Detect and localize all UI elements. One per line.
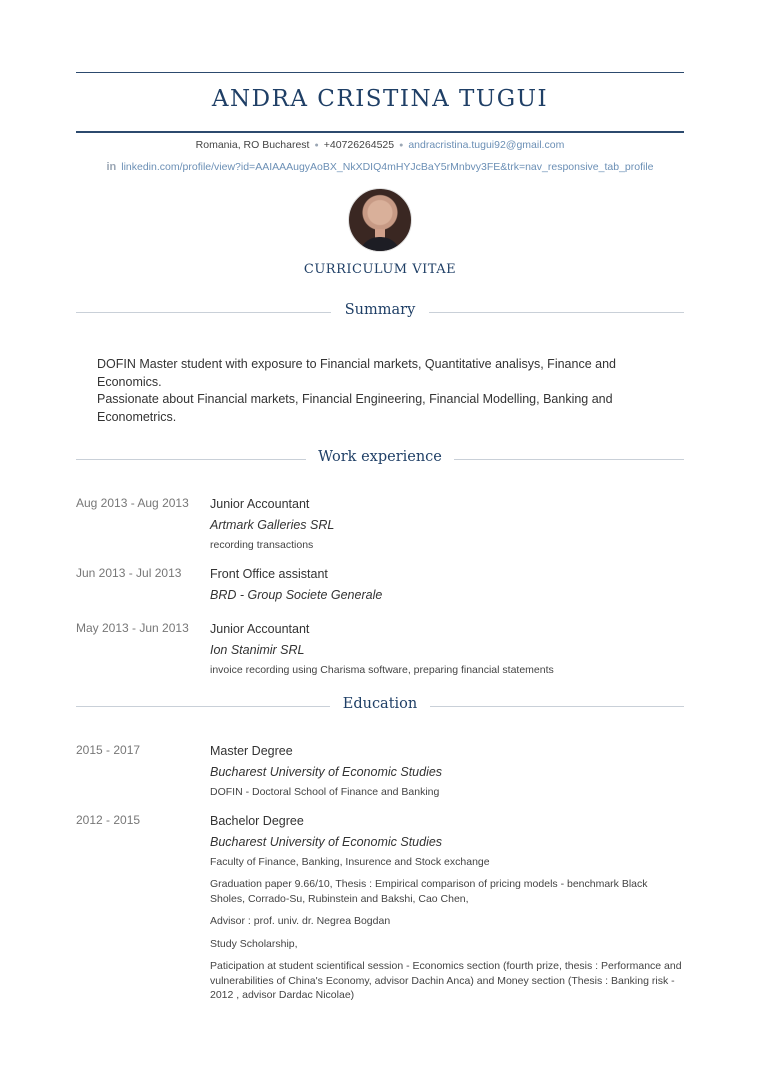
education-description: Faculty of Finance, Banking, Insurence and Stock exchange <box>210 856 490 868</box>
work-heading <box>76 449 684 469</box>
education-description: DOFIN - Doctoral School of Finance and Banking <box>210 786 440 798</box>
separator-dot-icon: ● <box>399 141 404 149</box>
work-date: Aug 2013 - Aug 2013 <box>76 496 189 510</box>
location: Romania, RO Bucharest <box>195 139 310 151</box>
summary-title: Summary <box>344 302 416 318</box>
avatar <box>348 188 412 252</box>
education-date: 2015 - 2017 <box>76 743 141 757</box>
cv-title: CURRICULUM VITAE <box>303 262 457 277</box>
education-detail: Advisor : prof. univ. dr. Negrea Bogdan <box>210 915 391 927</box>
summary-text <box>97 356 637 426</box>
education-detail: Study Scholarship, <box>210 937 298 950</box>
separator-dot-icon: ● <box>314 141 319 149</box>
work-description: invoice recording using Charisma software, preparing financial statements <box>210 664 554 676</box>
education-detail: Graduation paper 9.66/10, Thesis : Empirical comparison of pricing models - benchmark Black Sholes, Corrado-Su, Rubinstein and Bakshi, Cao Chen, <box>210 878 648 905</box>
work-company: Ion Stanimir SRL <box>210 643 305 657</box>
education-school: Bucharest University of Economic Studies <box>210 835 443 849</box>
education-title: Education <box>342 696 418 712</box>
education-school: Bucharest University of Economic Studies <box>210 765 443 779</box>
contact-line <box>60 139 700 151</box>
linkedin-line <box>40 161 720 173</box>
work-role: Junior Accountant <box>210 497 310 511</box>
work-role: Junior Accountant <box>210 622 310 636</box>
work-company: Artmark Galleries SRL <box>210 518 335 532</box>
linkedin-icon: in <box>106 161 117 173</box>
work-description: recording transactions <box>210 539 314 551</box>
work-title: Work experience <box>318 449 442 465</box>
summary-line: DOFIN Master student with exposure to Financial markets, Quantitative analisys, Finance and Economics. <box>97 357 616 389</box>
education-degree: Bachelor Degree <box>210 814 304 828</box>
phone: +40726264525 <box>323 139 395 151</box>
education-heading <box>76 696 684 716</box>
education-degree: Master Degree <box>210 744 293 758</box>
candidate-name: ANDRA CRISTINA TUGUI <box>211 86 549 112</box>
email-link[interactable]: andracristina.tugui92@gmail.com <box>408 139 565 151</box>
summary-line: Passionate about Financial markets, Financial Engineering, Financial Modelling, Banking and Econometrics. <box>97 392 613 424</box>
summary-heading <box>76 302 684 322</box>
work-company: BRD - Group Societe Generale <box>210 588 383 602</box>
work-date: May 2013 - Jun 2013 <box>76 621 189 635</box>
name-rule <box>76 131 684 133</box>
education-date: 2012 - 2015 <box>76 813 141 827</box>
top-rule <box>76 72 684 73</box>
education-detail: Paticipation at student scientifical session - Economics section (fourth prize, thesis : Performance and vulnerabilities of China's Economy, advisor Dachin Anca) and Money section (Thesis : Banking risk - 2012 , advisor Dardac Nicolae) <box>210 960 682 1001</box>
linkedin-link[interactable]: linkedin.com/profile/view?id=AAIAAAugyAoBX_NkXDIQ4mHYJcBaY5rMnbvy3FE&trk=nav_responsive_tab_profile <box>121 161 654 173</box>
work-role: Front Office assistant <box>210 567 328 581</box>
work-date: Jun 2013 - Jul 2013 <box>76 566 182 580</box>
